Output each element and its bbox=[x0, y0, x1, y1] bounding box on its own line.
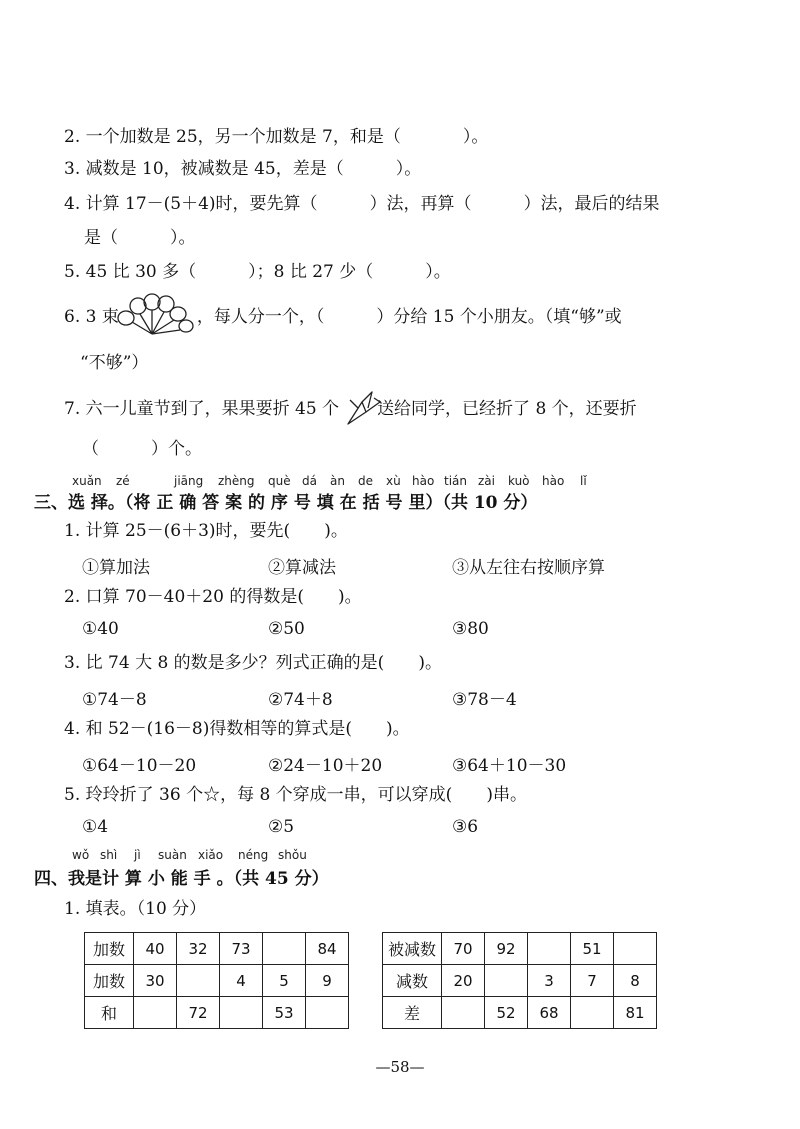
table-cell[interactable] bbox=[485, 965, 528, 997]
pinyin: shì bbox=[100, 848, 118, 862]
choice-question-1: 1. 计算 25－(6＋3)时，要先( )。 bbox=[64, 521, 348, 541]
option-3[interactable]: ③从左往右按顺序算 bbox=[452, 558, 605, 578]
pinyin: hào bbox=[542, 474, 565, 488]
q5-text-end: ）。 bbox=[425, 262, 451, 282]
option-2[interactable]: ②5 bbox=[268, 817, 295, 837]
table-cell[interactable] bbox=[134, 997, 177, 1029]
pinyin: zài bbox=[478, 474, 495, 488]
q7-text-line2: （ bbox=[82, 439, 99, 459]
row-label: 被减数 bbox=[383, 933, 442, 965]
question-7-continued bbox=[82, 438, 202, 460]
table-cell: 4 bbox=[220, 965, 263, 997]
table-cell[interactable] bbox=[614, 933, 657, 965]
table-cell: 84 bbox=[306, 933, 349, 965]
table-cell: 51 bbox=[571, 933, 614, 965]
option-1[interactable]: ①74－8 bbox=[82, 690, 147, 710]
row-label: 差 bbox=[383, 997, 442, 1029]
option-3[interactable]: ③64＋10－30 bbox=[452, 756, 567, 776]
q6-text-mid: ，每人分一个，（ bbox=[196, 307, 325, 327]
paper-crane-icon bbox=[344, 388, 384, 428]
question-3 bbox=[64, 158, 421, 180]
pinyin: hào bbox=[412, 474, 435, 488]
table-row bbox=[85, 965, 349, 997]
fill-table-instruction: 1. 填表。（10 分） bbox=[64, 899, 207, 919]
question-2 bbox=[64, 126, 488, 148]
option-2[interactable]: ②24－10＋20 bbox=[268, 756, 383, 776]
table-cell[interactable] bbox=[177, 965, 220, 997]
table-cell[interactable] bbox=[442, 997, 485, 1029]
q3-text: 3. 减数是 10，被减数是 45，差是（ bbox=[64, 159, 344, 179]
question-6-continued bbox=[80, 352, 148, 374]
row-label: 加数 bbox=[85, 965, 134, 997]
table-cell: 8 bbox=[614, 965, 657, 997]
table-cell: 3 bbox=[528, 965, 571, 997]
table-cell: 70 bbox=[442, 933, 485, 965]
q4-text: 4. 计算 17－(5＋4)时，要先算（ bbox=[64, 194, 318, 214]
q4-text-line2-end: ）。 bbox=[170, 228, 196, 248]
question-4 bbox=[64, 193, 660, 215]
pinyin: xiǎo bbox=[198, 848, 224, 862]
q7-text: 7. 六一儿童节到了，果果要折 45 个 bbox=[64, 399, 340, 419]
option-3[interactable]: ③78－4 bbox=[452, 690, 517, 710]
option-3[interactable]: ③6 bbox=[452, 817, 479, 837]
choice-question-2: 2. 口算 70－40＋20 的得数是( )。 bbox=[64, 587, 362, 607]
table-cell: 72 bbox=[177, 997, 220, 1029]
option-1[interactable]: ①40 bbox=[82, 619, 119, 639]
q2-text: 2. 一个加数是 25，另一个加数是 7，和是（ bbox=[64, 127, 401, 147]
table-cell: 68 bbox=[528, 997, 571, 1029]
table-cell[interactable] bbox=[263, 933, 306, 965]
pinyin: xù bbox=[386, 474, 401, 488]
table-cell: 81 bbox=[614, 997, 657, 1029]
table-cell: 40 bbox=[134, 933, 177, 965]
pinyin: què bbox=[268, 474, 291, 488]
option-1[interactable]: ①64－10－20 bbox=[82, 756, 197, 776]
table-row bbox=[85, 997, 349, 1029]
q6-text-line2: “不够”） bbox=[80, 353, 149, 373]
table-row bbox=[383, 997, 657, 1029]
pinyin: néng bbox=[238, 848, 269, 862]
pinyin: àn bbox=[330, 474, 345, 488]
table-cell: 92 bbox=[485, 933, 528, 965]
table-row bbox=[383, 933, 657, 965]
subtraction-table bbox=[382, 932, 657, 1029]
section-4-title: 四、我是计 算 小 能 手 。（共 45 分） bbox=[34, 869, 329, 889]
table-cell[interactable] bbox=[220, 997, 263, 1029]
option-2[interactable]: ②50 bbox=[268, 619, 305, 639]
table-cell: 20 bbox=[442, 965, 485, 997]
q4-text-line2: 是（ bbox=[84, 228, 118, 248]
table-cell: 73 bbox=[220, 933, 263, 965]
option-3[interactable]: ③80 bbox=[452, 619, 489, 639]
row-label: 减数 bbox=[383, 965, 442, 997]
question-5 bbox=[64, 261, 451, 283]
row-label: 加数 bbox=[85, 933, 134, 965]
table-row bbox=[85, 933, 349, 965]
table-cell: 53 bbox=[263, 997, 306, 1029]
option-2[interactable]: ②74＋8 bbox=[268, 690, 333, 710]
table-cell[interactable] bbox=[528, 933, 571, 965]
pinyin: dá bbox=[302, 474, 317, 488]
q7-text-line2-end: ）个。 bbox=[151, 439, 202, 459]
choice-question-4: 4. 和 52－(16－8)得数相等的算式是( )。 bbox=[64, 719, 410, 739]
pinyin: lǐ bbox=[580, 474, 587, 488]
q2-text-end: ）。 bbox=[462, 127, 489, 147]
table-cell: 32 bbox=[177, 933, 220, 965]
pinyin: wǒ bbox=[72, 848, 90, 862]
q3-text-end: ）。 bbox=[395, 159, 422, 179]
pinyin: tián bbox=[444, 474, 467, 488]
pinyin: zé bbox=[116, 474, 130, 488]
table-row bbox=[383, 965, 657, 997]
q5-text: 5. 45 比 30 多（ bbox=[64, 262, 197, 282]
pinyin: de bbox=[358, 474, 373, 488]
addition-table bbox=[84, 932, 349, 1029]
q4-text-end: ）法，最后的结果 bbox=[523, 194, 660, 214]
choice-question-3: 3. 比 74 大 8 的数是多少？列式正确的是( )。 bbox=[64, 653, 442, 673]
q6-text: 6. 3 束 bbox=[64, 307, 119, 327]
pinyin: jì bbox=[134, 848, 141, 862]
section-3-title: 三、选 择。（将 正 确 答 案 的 序 号 填 在 括 号 里）（共 10 分） bbox=[34, 493, 538, 513]
pinyin: kuò bbox=[508, 474, 530, 488]
row-label: 和 bbox=[85, 997, 134, 1029]
table-cell: 9 bbox=[306, 965, 349, 997]
table-cell: 5 bbox=[263, 965, 306, 997]
table-cell: 30 bbox=[134, 965, 177, 997]
q6-text-end: ）分给 15 个小朋友。（填“够”或 bbox=[376, 307, 622, 327]
pinyin: xuǎn bbox=[72, 474, 102, 488]
pinyin: zhèng bbox=[218, 474, 255, 488]
q5-text-mid: ）；8 比 27 少（ bbox=[248, 262, 374, 282]
table-cell: 7 bbox=[571, 965, 614, 997]
question-4-continued bbox=[84, 227, 196, 249]
page-number: —58— bbox=[375, 1058, 425, 1076]
option-2[interactable]: ②算减法 bbox=[268, 558, 336, 578]
table-cell: 52 bbox=[485, 997, 528, 1029]
option-1[interactable]: ①算加法 bbox=[82, 558, 150, 578]
pinyin: suàn bbox=[158, 848, 187, 862]
q4-text-mid: ）法，再算（ bbox=[369, 194, 472, 214]
q7-text-end: 送给同学，已经折了 8 个，还要折 bbox=[377, 399, 637, 419]
option-1[interactable]: ①4 bbox=[82, 817, 109, 837]
balloon-bunch-icon bbox=[116, 292, 196, 338]
table-cell[interactable] bbox=[571, 997, 614, 1029]
choice-question-5: 5. 玲玲折了 36 个☆，每 8 个穿成一串，可以穿成( )串。 bbox=[64, 785, 527, 805]
pinyin: shǒu bbox=[278, 848, 307, 862]
table-cell[interactable] bbox=[306, 997, 349, 1029]
pinyin: jiāng bbox=[174, 474, 204, 488]
